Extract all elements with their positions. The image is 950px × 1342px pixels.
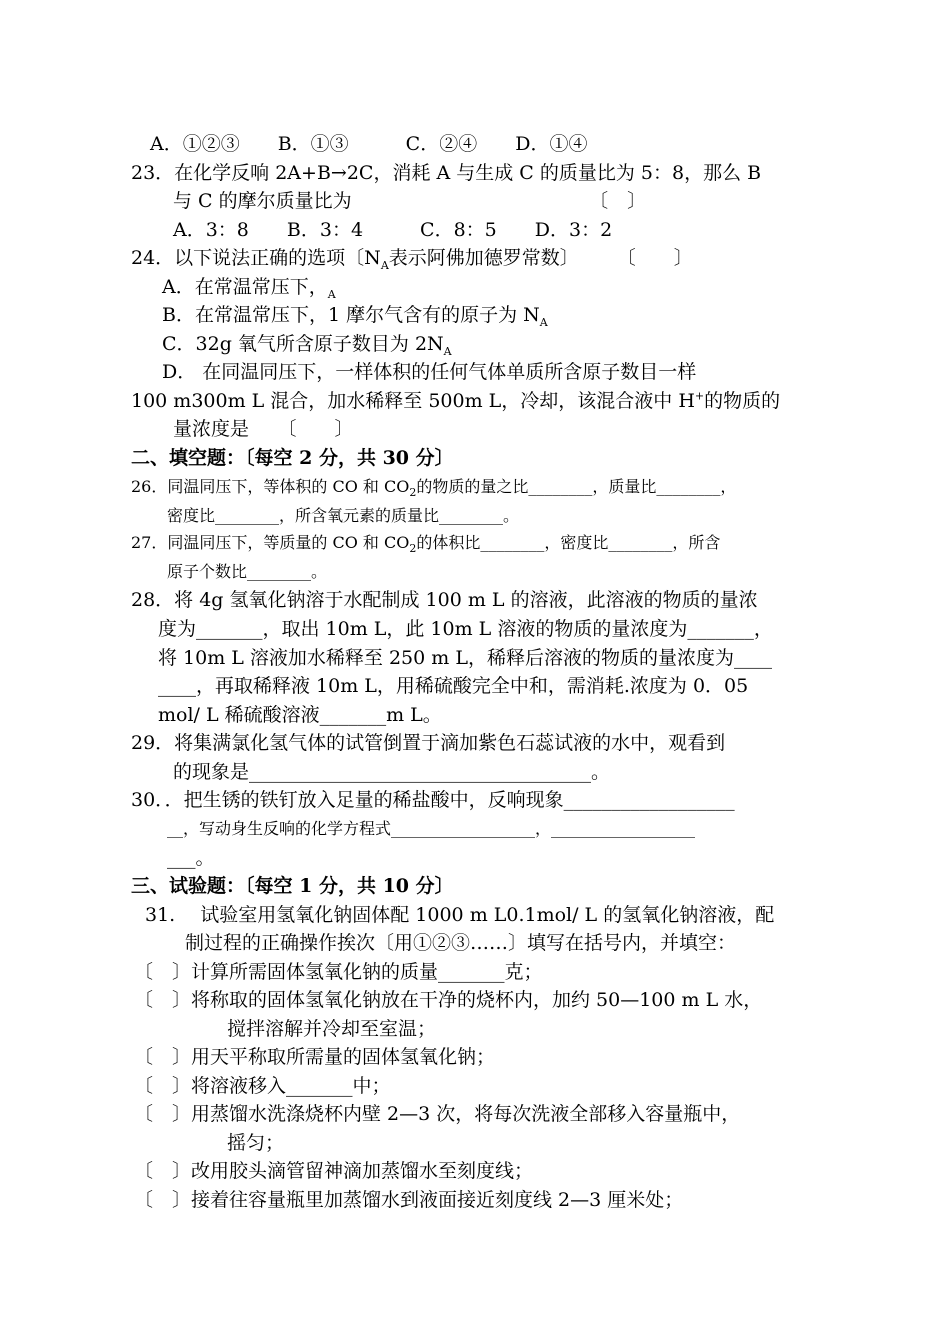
q24-option-b-text: B．在常温常压下，1 摩尔气含有的原子为 N xyxy=(162,304,540,326)
q27-line1-b: 的体积比________，密度比________，所含 xyxy=(416,533,721,552)
q24-stem-a: 24．以下说法正确的选项〔N xyxy=(131,247,381,269)
q23-line1: 23．在化学反响 2A+B→2C，消耗 A 与生成 C 的质量比为 5：8，那么 B xyxy=(131,162,762,184)
q29-line1: 29．将集满氯化氢气体的试管倒置于滴加紫色石蕊试液的水中，观看到 xyxy=(131,732,726,754)
q31-step2-line1: 〔 〕将称取的固体氢氧化钠放在干净的烧杯内，加约 50—100 m L 水， xyxy=(134,989,763,1011)
q30-line3: ___。 xyxy=(167,847,215,869)
q26-line1-b: 的物质的量之比________，质量比________， xyxy=(416,477,737,496)
q22-options: A．①②③ B．①③ C．②④ D．①④ xyxy=(150,133,588,155)
q30-line2: __，写动身生反响的化学方程式__________________，__________________ xyxy=(167,819,696,838)
q28-line3: 将 10m L 溶液加水稀释至 250 m L，稀释后溶液的物质的量浓度为____ xyxy=(158,647,772,669)
q27-line1 xyxy=(131,530,720,556)
q24-stem-sub: A xyxy=(380,258,389,272)
q28-line1: 28．将 4g 氢氧化钠溶于水配制成 100 m L 的溶液，此溶液的物质的量浓 xyxy=(131,589,758,611)
q25-line1-sup: + xyxy=(694,389,705,403)
q28-line5: mol/ L 稀硫酸溶液_______m L。 xyxy=(158,704,442,726)
q26-line1 xyxy=(131,474,736,500)
section-3-title: 三、试验题：〔每空 1 分，共 10 分〕 xyxy=(131,875,454,897)
q30-line1: 30．．把生锈的铁钉放入足量的稀盐酸中，反响现象__________________ xyxy=(131,789,735,811)
q24-option-b xyxy=(162,302,548,328)
q28-line4: ____，再取稀释液 10m L，用稀硫酸完全中和，需消耗.浓度为 0．05 xyxy=(158,675,749,697)
q27-line1-sub: 2 xyxy=(409,542,417,556)
q31-step3: 〔 〕用天平称取所需量的固体氢氧化钠； xyxy=(134,1046,496,1068)
q31-line2: 制过程的正确操作挨次〔用①②③……〕填写在括号内，并填空： xyxy=(185,932,737,954)
q25-line1 xyxy=(131,388,780,414)
q31-step6: 〔 〕改用胶头滴管留神滴加蒸馏水至刻度线； xyxy=(134,1160,534,1182)
q27-line1-a: 27．同温同压下，等质量的 CO 和 CO xyxy=(131,533,410,552)
q26-line2: 密度比________，所含氧元素的质量比________。 xyxy=(167,506,520,525)
q31-step5-line1: 〔 〕用蒸馏水洗涤烧杯内壁 2—3 次，将每次洗液全部移入容量瓶中， xyxy=(134,1103,741,1125)
q31-step4: 〔 〕将溶液移入_______中； xyxy=(134,1075,391,1097)
q26-line1-sub: 2 xyxy=(409,486,417,500)
q24-option-a-text: A．在常温常压下， xyxy=(162,276,328,298)
q27-line2: 原子个数比________。 xyxy=(167,562,328,581)
q31-step5-line2: 摇匀； xyxy=(227,1132,285,1154)
q24-option-c-text: C．32g 氧气所含原子数目为 2N xyxy=(162,333,444,355)
q25-line1-b: 的物质的 xyxy=(704,390,781,412)
q24-option-c-sub: A xyxy=(443,344,452,358)
q24-option-c xyxy=(162,331,452,357)
q31-step2-line2: 搅拌溶解并冷却至室温； xyxy=(227,1018,437,1040)
q25-line1-a: 100 m300m L 混合，加水稀释至 500m L，冷却，该混合液中 H xyxy=(131,390,695,412)
q31-line1: 31. 试验室用氢氧化钠固体配 1000 m L0.1mol/ L 的氢氧化钠溶液，配 xyxy=(145,904,775,926)
q31-step7: 〔 〕接着往容量瓶里加蒸馏水到液面接近刻度线 2—3 厘米处； xyxy=(134,1189,684,1211)
q29-line2: 的现象是____________________________________。 xyxy=(173,761,611,783)
q24-stem-b: 表示阿佛加德罗常数〕 〔 〕 xyxy=(388,247,693,269)
section-2-title: 二、填空题：〔每空 2 分，共 30 分〕 xyxy=(131,447,454,469)
q31-step1: 〔 〕计算所需固体氢氧化钠的质量_______克； xyxy=(134,961,543,983)
q24-option-a xyxy=(162,274,336,300)
q24-option-b-sub: A xyxy=(539,315,548,329)
q24-option-a-sub: A xyxy=(327,287,336,301)
q25-line2: 量浓度是 〔 〕 xyxy=(173,418,354,440)
q26-line1-a: 26．同温同压下，等体积的 CO 和 CO xyxy=(131,477,410,496)
q23-options: A．3：8 B．3：4 C．8：5 D．3：2 xyxy=(173,219,613,241)
q24-option-d: D． 在同温同压下，一样体积的任何气体单质所含原子数目一样 xyxy=(162,361,697,383)
q23-line2: 与 C 的摩尔质量比为 〔 〕 xyxy=(173,190,647,212)
q24-stem xyxy=(131,245,693,271)
q28-line2: 度为_______，取出 10m L，此 10m L 溶液的物质的量浓度为_______， xyxy=(158,618,773,640)
